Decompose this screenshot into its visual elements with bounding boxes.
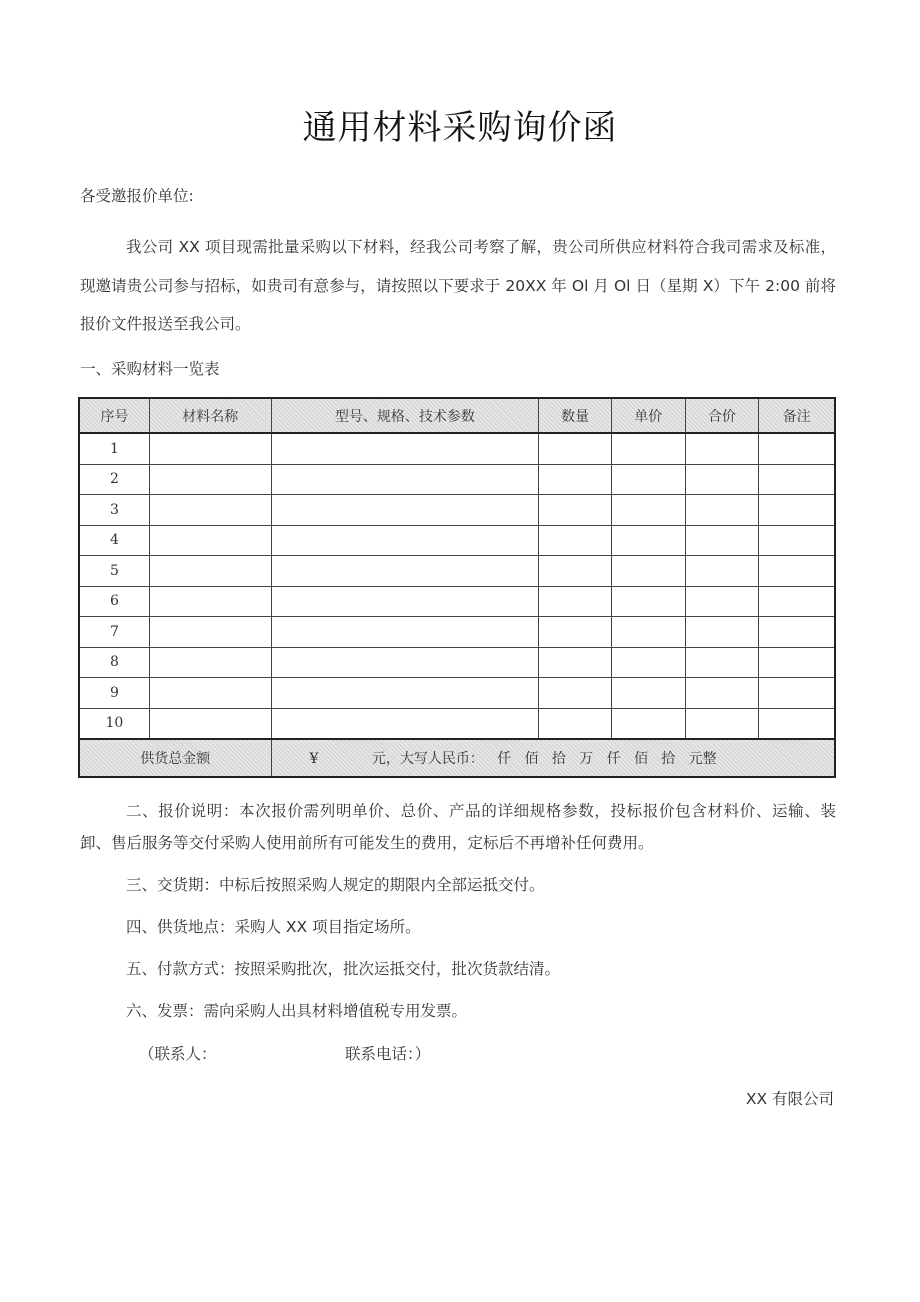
header-remarks: 备注 [759, 398, 835, 433]
cell-material-name[interactable] [149, 586, 271, 617]
cell-specification[interactable] [271, 556, 539, 587]
cell-material-name[interactable] [149, 495, 271, 526]
cell-specification[interactable] [271, 647, 539, 678]
table-row [79, 586, 835, 617]
table-row [79, 678, 835, 709]
cell-total-price[interactable] [685, 617, 759, 648]
cell-total-price[interactable] [685, 525, 759, 556]
material-table [78, 397, 836, 778]
cell-quantity[interactable] [539, 464, 612, 495]
cell-quantity[interactable] [539, 586, 612, 617]
cell-total-price[interactable] [685, 586, 759, 617]
cell-unit-price[interactable] [611, 525, 685, 556]
row-number: 3 [79, 495, 149, 526]
cell-remarks[interactable] [759, 556, 835, 587]
cell-specification[interactable] [271, 617, 539, 648]
table-row [79, 433, 835, 464]
table-row [79, 464, 835, 495]
row-number: 6 [79, 586, 149, 617]
cell-unit-price[interactable] [611, 556, 685, 587]
delivery-period: 三、交货期：中标后按照采购人规定的期限内全部运抵交付。 [126, 876, 545, 894]
contact-phone: 联系电话：） [345, 1045, 431, 1063]
cell-unit-price[interactable] [611, 495, 685, 526]
header-total-price: 合价 [685, 398, 759, 433]
cell-quantity[interactable] [539, 556, 612, 587]
invoice-requirement: 六、发票：需向采购人出具材料增值税专用发票。 [126, 1002, 468, 1020]
cell-total-price[interactable] [685, 556, 759, 587]
row-number: 7 [79, 617, 149, 648]
intro-paragraph: 我公司 XX 项目现需批量采购以下材料，经我公司考察了解，贵公司所供应材料符合我司需求及标准，现邀请贵公司参与招标，如贵司有意参与，请按照以下要求于 20XX 年 Ol 月 Ol 日（星期 X）下午 2:00 前将报价文件报送至我公司。 [80, 238, 836, 333]
header-serial-number: 序号 [79, 398, 149, 433]
cell-material-name[interactable] [149, 556, 271, 587]
header-quantity: 数量 [539, 398, 612, 433]
row-number: 4 [79, 525, 149, 556]
cell-material-name[interactable] [149, 678, 271, 709]
row-number: 9 [79, 678, 149, 709]
cell-material-name[interactable] [149, 617, 271, 648]
table-row [79, 525, 835, 556]
section-heading-material-list: 一、采购材料一览表 [80, 360, 220, 378]
cell-material-name[interactable] [149, 708, 271, 739]
cell-material-name[interactable] [149, 525, 271, 556]
table-row [79, 617, 835, 648]
cell-remarks[interactable] [759, 586, 835, 617]
cell-remarks[interactable] [759, 495, 835, 526]
company-signature: XX 有限公司 [745, 1090, 834, 1108]
cell-unit-price[interactable] [611, 464, 685, 495]
table-total-row [79, 739, 835, 777]
cell-quantity[interactable] [539, 525, 612, 556]
cell-remarks[interactable] [759, 433, 835, 464]
cell-specification[interactable] [271, 464, 539, 495]
cell-specification[interactable] [271, 678, 539, 709]
salutation: 各受邀报价单位: [80, 187, 194, 205]
cell-material-name[interactable] [149, 464, 271, 495]
cell-remarks[interactable] [759, 647, 835, 678]
cell-remarks[interactable] [759, 617, 835, 648]
quote-instructions: 二、报价说明：本次报价需列明单价、总价、产品的详细规格参数，投标报价包含材料价、运输、装卸、售后服务等交付采购人使用前所有可能发生的费用，定标后不再增补任何费用。 [80, 802, 836, 852]
cell-specification[interactable] [271, 586, 539, 617]
cell-remarks[interactable] [759, 525, 835, 556]
row-number: 2 [79, 464, 149, 495]
cell-specification[interactable] [271, 495, 539, 526]
cell-total-price[interactable] [685, 647, 759, 678]
cell-total-price[interactable] [685, 495, 759, 526]
table-row [79, 495, 835, 526]
table-header-row [79, 398, 835, 433]
delivery-location: 四、供货地点：采购人 XX 项目指定场所。 [126, 918, 421, 936]
cell-specification[interactable] [271, 433, 539, 464]
cell-material-name[interactable] [149, 433, 271, 464]
cell-unit-price[interactable] [611, 678, 685, 709]
cell-unit-price[interactable] [611, 433, 685, 464]
cell-quantity[interactable] [539, 678, 612, 709]
row-number: 10 [79, 708, 149, 739]
table-row [79, 708, 835, 739]
cell-total-price[interactable] [685, 678, 759, 709]
header-material-name: 材料名称 [149, 398, 271, 433]
document-title: 通用材料采购询价函 [302, 108, 618, 148]
cell-specification[interactable] [271, 525, 539, 556]
total-amount-cell[interactable] [271, 739, 835, 777]
cell-quantity[interactable] [539, 433, 612, 464]
cell-total-price[interactable] [685, 464, 759, 495]
total-amount-label: 供货总金额 [79, 739, 271, 777]
row-number: 1 [79, 433, 149, 464]
cell-unit-price[interactable] [611, 617, 685, 648]
cell-remarks[interactable] [759, 708, 835, 739]
cell-material-name[interactable] [149, 647, 271, 678]
table-row [79, 647, 835, 678]
cell-specification[interactable] [271, 708, 539, 739]
contact-person: （联系人： [139, 1045, 217, 1063]
payment-method: 五、付款方式：按照采购批次，批次运抵交付，批次货款结清。 [126, 960, 561, 978]
cell-unit-price[interactable] [611, 647, 685, 678]
cell-quantity[interactable] [539, 708, 612, 739]
cell-quantity[interactable] [539, 495, 612, 526]
total-amount-text: ¥ 元，大写人民币： 仟 佰 拾 万 仟 佰 拾 元整 [309, 751, 717, 767]
row-number: 8 [79, 647, 149, 678]
cell-unit-price[interactable] [611, 708, 685, 739]
cell-total-price[interactable] [685, 433, 759, 464]
cell-quantity[interactable] [539, 647, 612, 678]
cell-unit-price[interactable] [611, 586, 685, 617]
cell-quantity[interactable] [539, 617, 612, 648]
header-specification: 型号、规格、技术参数 [271, 398, 539, 433]
cell-total-price[interactable] [685, 708, 759, 739]
header-unit-price: 单价 [611, 398, 685, 433]
cell-remarks[interactable] [759, 678, 835, 709]
row-number: 5 [79, 556, 149, 587]
cell-remarks[interactable] [759, 464, 835, 495]
table-row [79, 556, 835, 587]
